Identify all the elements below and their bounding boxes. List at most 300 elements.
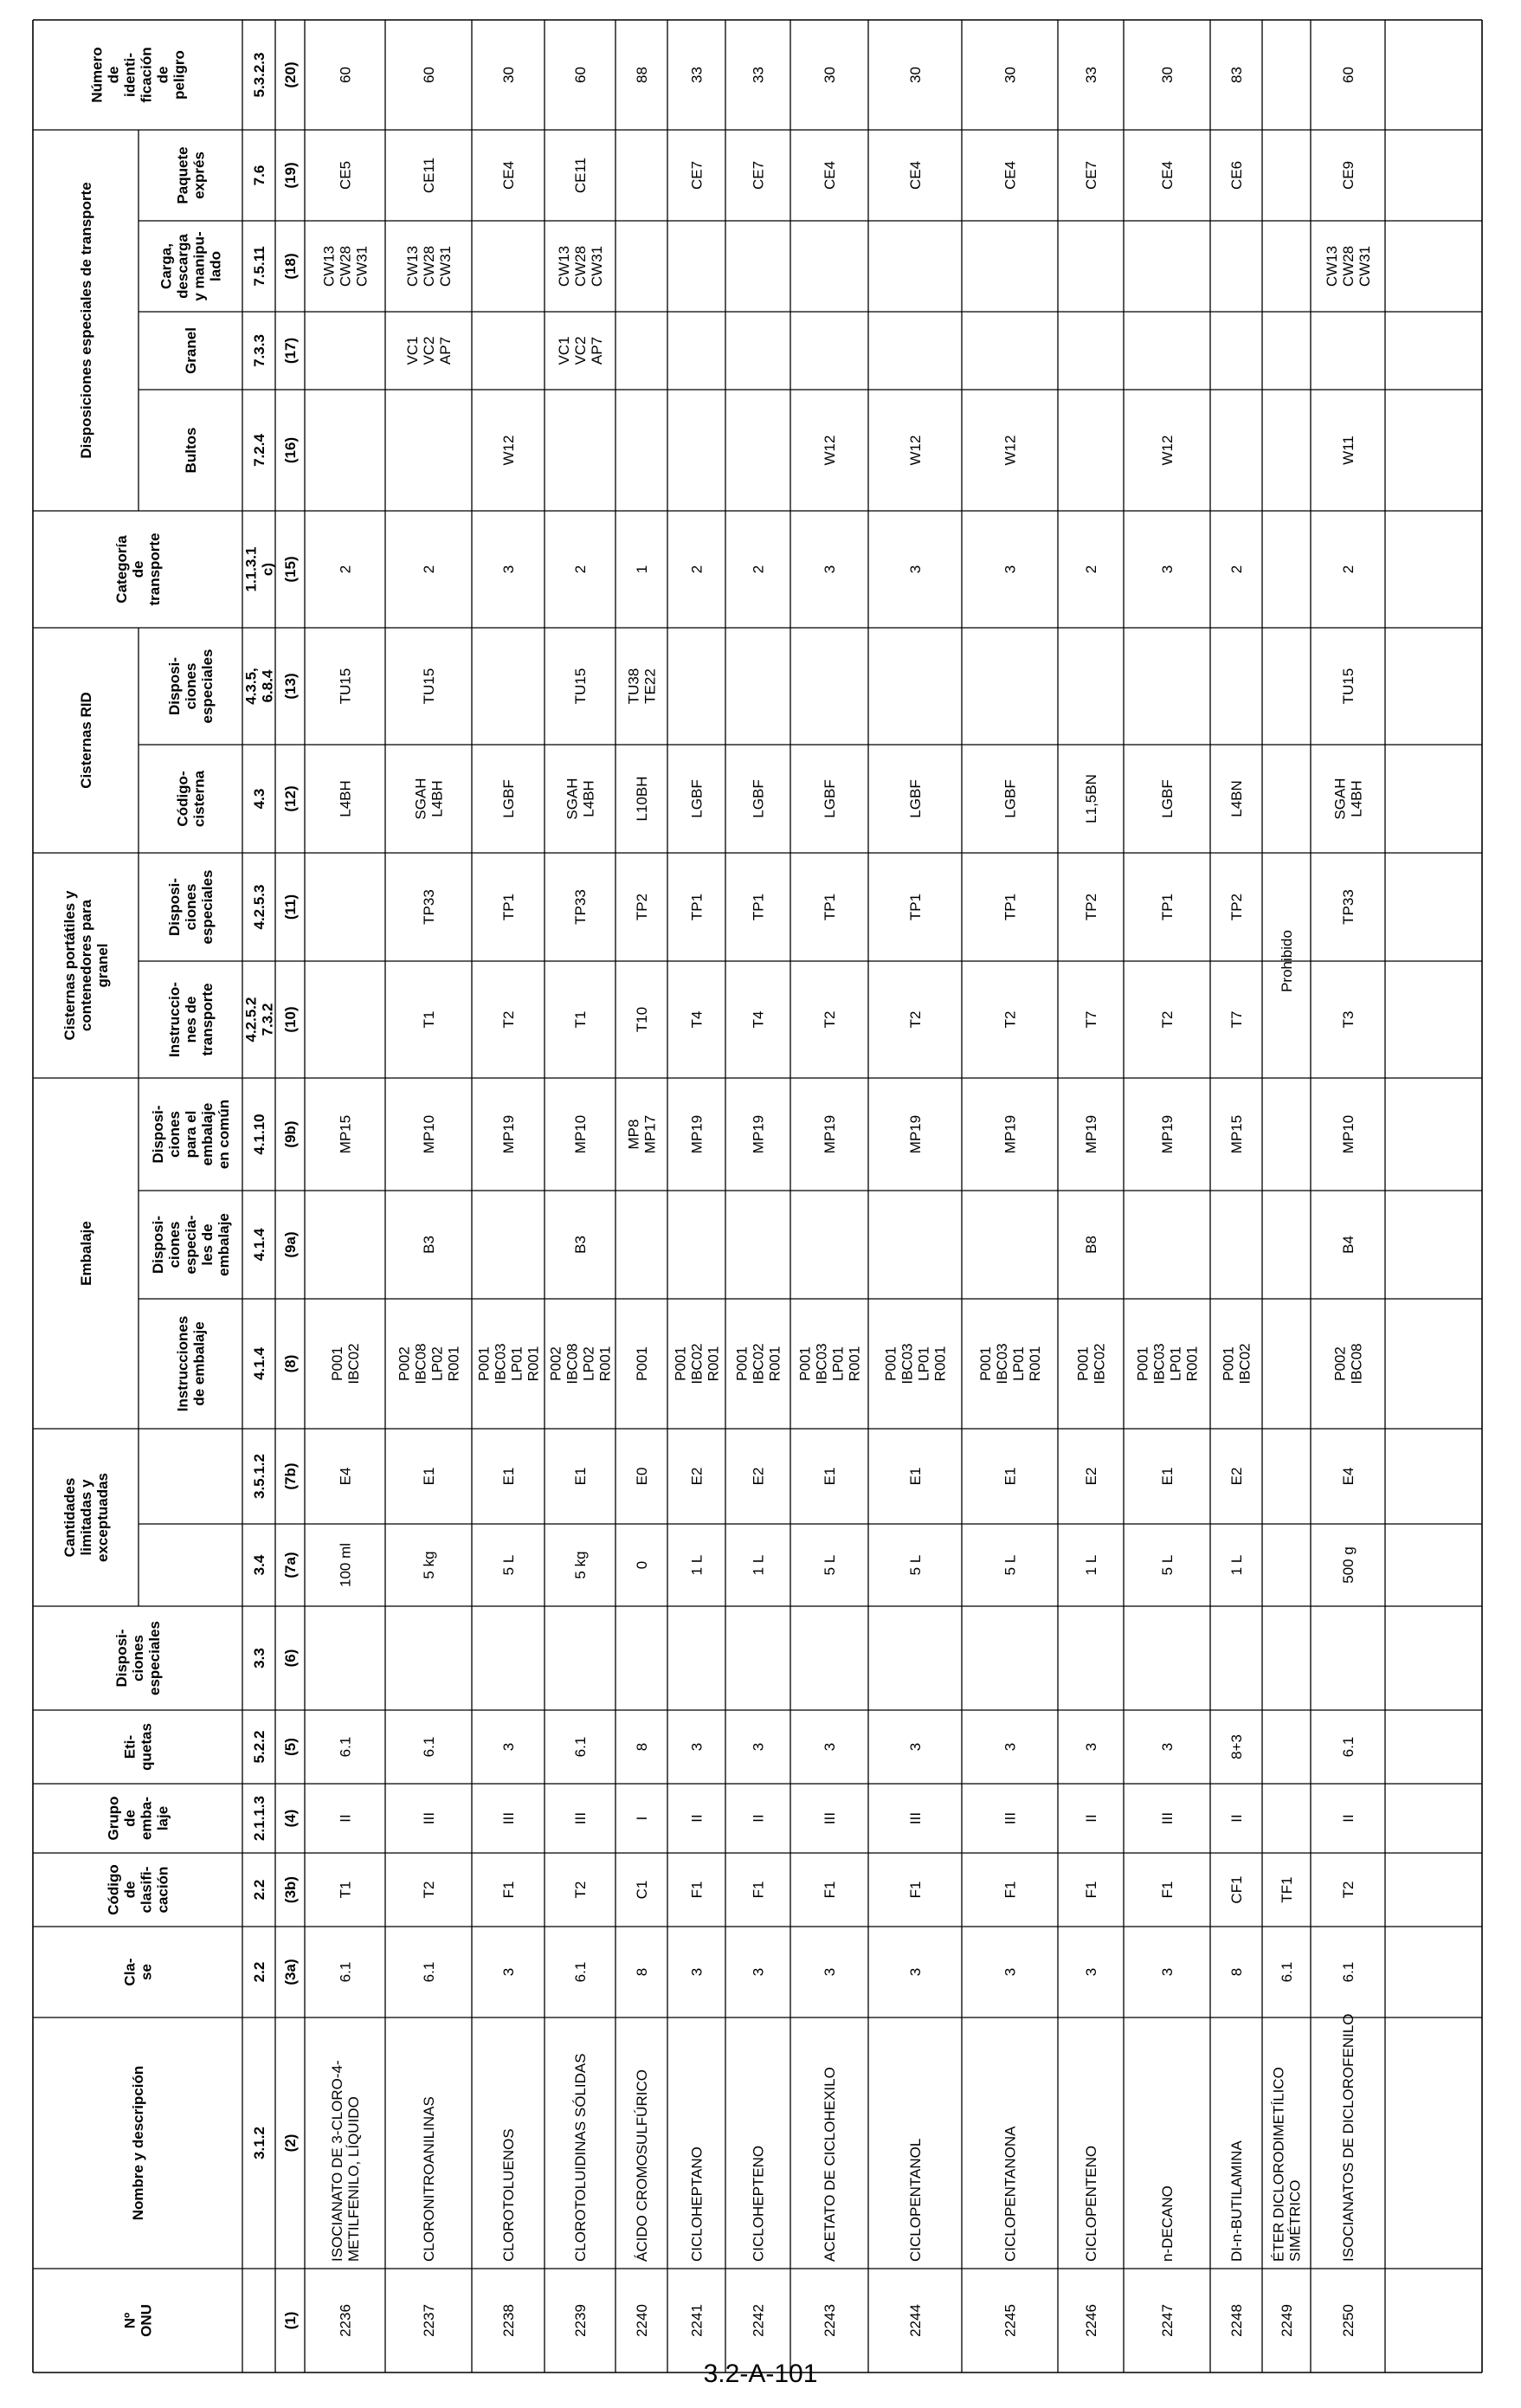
- cell-4: III: [500, 1811, 517, 1825]
- table-row: [1221, 67, 1254, 2337]
- cell-13: TP1: [688, 893, 706, 921]
- cell-9: P002IBC08: [1331, 1343, 1365, 1385]
- cell-7: 500 g: [1340, 1546, 1357, 1584]
- cell-20: CE4: [1159, 160, 1176, 190]
- cell-19: CW13CW28CW31: [556, 245, 605, 287]
- colnum-11: (9b): [282, 1120, 299, 1148]
- cell-12: T2: [1002, 1010, 1019, 1029]
- cell-5: 3: [1002, 1742, 1019, 1752]
- table-row: [548, 67, 614, 2337]
- colnum-20: (19): [282, 162, 299, 189]
- cell-2: 6.1: [1279, 1961, 1295, 1983]
- cell-7: 1 L: [1083, 1554, 1099, 1576]
- cell-2: 3: [500, 1967, 517, 1977]
- cell-2: 3: [1159, 1967, 1176, 1977]
- table-row: [977, 67, 1043, 2337]
- cell-14: SGAHL4BH: [564, 778, 597, 820]
- cell-9: P001IBC03LP01R001: [796, 1343, 863, 1385]
- cell-14: LGBF: [750, 779, 767, 818]
- cell-20: CE6: [1228, 160, 1245, 190]
- cell-3: F1: [500, 1881, 517, 1899]
- cell-18: VC1VC2AP7: [556, 336, 605, 365]
- cell-20: CE4: [907, 160, 924, 190]
- cell-2: 3: [750, 1967, 767, 1977]
- ref-21: 5.3.2.3: [251, 52, 267, 98]
- cell-19: CW13CW28CW31: [1324, 245, 1373, 287]
- ref-19: 7.5.11: [251, 246, 267, 287]
- cell-3: CF1: [1228, 1875, 1245, 1904]
- colnum-3: (3b): [282, 1875, 299, 1904]
- cell-15: TU15: [1340, 668, 1357, 705]
- header-transport_instructions: Instruccio-nes detransporte: [166, 982, 216, 1057]
- cell-8: E4: [1340, 1467, 1357, 1486]
- table-row: [396, 67, 462, 2337]
- cell-9: P002IBC08LP02R001: [396, 1343, 462, 1385]
- table-row: [1271, 1876, 1304, 2337]
- header-hazard_id: Númerodeidenti-ficacióndepeligro: [88, 47, 188, 103]
- header-packing_instructions: Instruccionesde embalaje: [174, 1315, 208, 1412]
- cell-0: 2239: [572, 2304, 589, 2337]
- cell-11: MP19: [1002, 1114, 1019, 1154]
- ref-10: 4.1.4: [251, 1228, 267, 1262]
- cell-0: 2246: [1083, 2304, 1099, 2337]
- cell-16: 1: [634, 565, 650, 574]
- cell-7: 5 L: [1002, 1554, 1019, 1576]
- cell-2: 6.1: [572, 1961, 589, 1983]
- table-row: [673, 67, 722, 2337]
- cell-16: 2: [337, 565, 354, 574]
- header-class_code: Códigodeclasifi-cación: [105, 1864, 171, 1915]
- table-row: [626, 67, 659, 2337]
- cell-5: 3: [500, 1742, 517, 1752]
- cell-8: E1: [421, 1467, 437, 1486]
- cell-0: 2247: [1159, 2304, 1176, 2337]
- colnum-18: (17): [282, 337, 299, 365]
- table-grid: [33, 20, 1482, 2372]
- cell-5: 3: [688, 1742, 706, 1752]
- cell-5: 3: [907, 1742, 924, 1752]
- cell-3: TF1: [1279, 1876, 1295, 1903]
- ref-11: 4.1.10: [251, 1114, 267, 1155]
- cell-5: 3: [1159, 1742, 1176, 1752]
- cell-13: TP33: [1340, 889, 1357, 925]
- cell-12: T4: [688, 1010, 706, 1029]
- cell-9: P001IBC02: [329, 1343, 362, 1385]
- page-number: 3.2-A-101: [703, 2360, 818, 2388]
- cell-13: TP1: [500, 893, 517, 921]
- cell-9: P002IBC08LP02R001: [547, 1343, 614, 1385]
- cell-2: 3: [822, 1967, 838, 1977]
- table-row: [883, 67, 949, 2337]
- cell-11: MP10: [572, 1114, 589, 1154]
- cell-14: L4BH: [337, 780, 354, 817]
- cell-3: T2: [421, 1881, 437, 1899]
- cell-3: F1: [750, 1881, 767, 1899]
- cell-4: I: [634, 1816, 650, 1821]
- cell-20: CE4: [500, 160, 517, 190]
- cell-2: 3: [1083, 1967, 1099, 1977]
- cell-11: MP8MP17: [625, 1114, 659, 1154]
- header-express: Paqueteexprés: [174, 146, 208, 204]
- cell-12: T1: [572, 1010, 589, 1029]
- cell-14: LGBF: [822, 779, 838, 818]
- colnum-7: (7a): [282, 1552, 299, 1578]
- cell-4: II: [1340, 1814, 1357, 1823]
- cell-4: III: [907, 1811, 924, 1825]
- cell-14: LGBF: [1002, 779, 1019, 818]
- cell-14: L10BH: [634, 776, 650, 822]
- cell-21: 30: [500, 67, 517, 83]
- cell-5: 6.1: [421, 1736, 437, 1758]
- cell-5: 3: [750, 1742, 767, 1752]
- cell-4: II: [1228, 1814, 1245, 1823]
- cell-name: CICLOPENTANONA: [1002, 2126, 1019, 2262]
- table-body: [321, 67, 1374, 2337]
- header-tank_code: Código-cisterna: [174, 770, 208, 828]
- cell-11: MP19: [750, 1114, 767, 1154]
- cell-name: CLOROTOLUIDINAS SÓLIDAS: [572, 2053, 589, 2262]
- cell-14: L4BN: [1228, 780, 1245, 817]
- cell-13: TP2: [1083, 893, 1099, 921]
- cell-4: III: [1159, 1811, 1176, 1825]
- cell-11: MP19: [1083, 1114, 1099, 1154]
- cell-16: 2: [1228, 565, 1245, 574]
- cell-12: T7: [1083, 1010, 1099, 1029]
- header-transport_category: Categoríadetransporte: [113, 533, 163, 606]
- colnum-8: (7b): [282, 1462, 299, 1490]
- cell-name: CICLOHEPTENO: [750, 2145, 767, 2262]
- cell-14: SGAHL4BH: [412, 778, 446, 820]
- cell-9: P001IBC03LP01R001: [977, 1343, 1043, 1385]
- cell-7: 5 L: [1159, 1554, 1176, 1576]
- cell-2: 3: [688, 1967, 706, 1977]
- cell-11: MP15: [1228, 1114, 1245, 1154]
- header-packages: Bultos: [183, 427, 199, 474]
- header-name: Nombre y descripción: [130, 2065, 146, 2221]
- cell-21: 33: [688, 67, 706, 83]
- cell-21: 88: [634, 67, 650, 83]
- cell-20: CE7: [750, 160, 767, 190]
- cell-21: 30: [1159, 67, 1176, 83]
- cell-5: 6.1: [1340, 1736, 1357, 1758]
- cell-20: CE5: [337, 160, 354, 190]
- ref-2: 2.2: [251, 1961, 267, 1983]
- ref-12: 4.2.5.27.3.2: [242, 997, 276, 1043]
- table-header: [61, 47, 299, 2337]
- cell-14: LGBF: [1159, 779, 1176, 818]
- cell-13: TP1: [822, 893, 838, 921]
- cell-8: E1: [572, 1467, 589, 1486]
- cell-3: F1: [1159, 1881, 1176, 1899]
- cell-2: 3: [1002, 1967, 1019, 1977]
- cell-13: TP2: [1228, 893, 1245, 921]
- cell-16: 2: [572, 565, 589, 574]
- cell-4: II: [750, 1814, 767, 1823]
- cell-9: P001: [634, 1346, 650, 1381]
- ref-13: 4.2.5.3: [251, 884, 267, 930]
- cell-3: T2: [572, 1881, 589, 1899]
- cell-21: 33: [1083, 67, 1099, 83]
- colnum-2: (3a): [282, 1959, 299, 1985]
- cell-9: P001IBC02R001: [733, 1343, 783, 1385]
- colnum-12: (10): [282, 1006, 299, 1033]
- cell-20: CE7: [1083, 160, 1099, 190]
- cell-11: MP19: [907, 1114, 924, 1154]
- cell-3: C1: [634, 1880, 650, 1900]
- cell-9: P001IBC03LP01R001: [1134, 1343, 1201, 1385]
- cell-11: MP15: [337, 1114, 354, 1154]
- cell-17: W12: [1159, 435, 1176, 466]
- cell-2: 3: [907, 1967, 924, 1977]
- cell-21: 30: [907, 67, 924, 83]
- cell-0: 2238: [500, 2304, 517, 2337]
- cell-21: 33: [750, 67, 767, 83]
- cell-0: 2240: [634, 2304, 650, 2337]
- colnum-21: (20): [282, 61, 299, 88]
- cell-16: 2: [750, 565, 767, 574]
- colnum-14: (12): [282, 785, 299, 812]
- cell-12: T3: [1340, 1010, 1357, 1029]
- cell-7: 1 L: [750, 1554, 767, 1576]
- group-header-rid_tanks: Cisternas RID: [78, 692, 94, 789]
- cell-17: W12: [822, 435, 838, 466]
- cell-7: 1 L: [1228, 1554, 1245, 1576]
- cell-18: VC1VC2AP7: [404, 336, 454, 365]
- cell-14: SGAHL4BH: [1331, 778, 1365, 820]
- cell-2: 6.1: [337, 1961, 354, 1983]
- cell-15: TU15: [572, 668, 589, 705]
- cell-0: 2242: [750, 2304, 767, 2337]
- cell-11: MP10: [421, 1114, 437, 1154]
- header-special_provisions: Disposi-cionesespeciales: [113, 1620, 163, 1696]
- cell-name: CICLOHEPTANO: [688, 2147, 706, 2262]
- cell-20: CE7: [688, 160, 706, 190]
- colnum-1: (2): [282, 2134, 299, 2153]
- table-row: [321, 67, 371, 2337]
- cell-13: TP1: [907, 893, 924, 921]
- cell-12: T2: [907, 1010, 924, 1029]
- cell-11: MP10: [1340, 1114, 1357, 1154]
- cell-10: B3: [572, 1236, 589, 1254]
- cell-13: TP33: [421, 889, 437, 925]
- table-row: [476, 67, 542, 2337]
- header-mixed_packing: Disposi-cionespara elembalajeen común: [150, 1099, 232, 1170]
- cell-4: II: [337, 1814, 354, 1823]
- cell-12: T7: [1228, 1010, 1245, 1029]
- cell-13: TP2: [634, 893, 650, 921]
- group-header-limited_qty: Cantidadeslimitadas yexceptuadas: [61, 1473, 111, 1562]
- cell-3: F1: [822, 1881, 838, 1899]
- colnum-10: (9a): [282, 1231, 299, 1258]
- cell-9: P001IBC02: [1074, 1343, 1108, 1385]
- table-row: [1324, 67, 1373, 2337]
- colnum-5: (5): [282, 1738, 299, 1756]
- colnum-19: (18): [282, 253, 299, 280]
- header-class: Cla-se: [121, 1958, 155, 1986]
- cell-3: F1: [1002, 1881, 1019, 1899]
- cell-0: 2250: [1340, 2304, 1357, 2337]
- cell-2: 8: [1228, 1967, 1245, 1977]
- cell-17: W12: [907, 435, 924, 466]
- colnum-13: (11): [282, 894, 299, 920]
- ref-6: 3.3: [251, 1648, 267, 1669]
- group-header-packaging: Embalaje: [78, 1221, 94, 1286]
- table-row: [734, 67, 783, 2337]
- cell-16: 2: [1083, 565, 1099, 574]
- cell-2: 8: [634, 1967, 650, 1977]
- cell-3: F1: [1083, 1881, 1099, 1899]
- ref-4: 2.1.1.3: [251, 1796, 267, 1841]
- cell-21: 60: [421, 67, 437, 83]
- cell-17: W12: [1002, 435, 1019, 466]
- cell-name: DI-n-BUTILAMINA: [1228, 2140, 1245, 2262]
- cell-4: III: [1002, 1811, 1019, 1825]
- cell-19: CW13CW28CW31: [320, 245, 371, 287]
- cell-21: 60: [572, 67, 589, 83]
- header-tank_special_provisions: Disposi-cionesespeciales: [166, 869, 216, 945]
- cell-15: TU38TE22: [625, 668, 659, 705]
- cell-name: ACETATO DE CICLOHEXILO: [822, 2067, 838, 2262]
- cell-0: 2241: [688, 2304, 706, 2337]
- cell-13: TP33: [572, 889, 589, 925]
- cell-0: 2243: [822, 2304, 838, 2337]
- cell-3: F1: [688, 1881, 706, 1899]
- ref-9: 4.1.4: [251, 1347, 267, 1380]
- cell-0: 2244: [907, 2304, 924, 2337]
- cell-0: 2236: [337, 2304, 354, 2337]
- table-row: [1075, 67, 1108, 2337]
- cell-8: E1: [907, 1467, 924, 1486]
- cell-20: CE11: [421, 157, 437, 194]
- cell-21: 60: [337, 67, 354, 83]
- ref-16: 1.1.3.1c): [242, 546, 276, 592]
- cell-12: T1: [421, 1010, 437, 1029]
- cell-8: E2: [750, 1467, 767, 1486]
- cell-12: T2: [822, 1010, 838, 1029]
- cell-4: II: [1083, 1814, 1099, 1823]
- cell-7: 5 L: [907, 1554, 924, 1576]
- cell-9: P001IBC03LP01R001: [475, 1343, 542, 1385]
- cell-13: TP1: [1002, 893, 1019, 921]
- cell-20: CE4: [822, 160, 838, 190]
- cell-5: 8+3: [1228, 1734, 1245, 1759]
- cell-8: E2: [1228, 1467, 1245, 1486]
- cell-3: T1: [337, 1881, 354, 1899]
- cell-8: E1: [1002, 1467, 1019, 1486]
- cell-name: CICLOPENTANOL: [907, 2138, 924, 2262]
- colnum-9: (8): [282, 1354, 299, 1373]
- colnum-4: (4): [282, 1809, 299, 1828]
- cell-16: 3: [1159, 565, 1176, 574]
- cell-16: 2: [688, 565, 706, 574]
- cell-12: T10: [634, 1006, 650, 1033]
- ref-15: 4.3.5,6.8.4: [242, 668, 276, 705]
- cell-7: 100 ml: [337, 1542, 354, 1588]
- cell-10: B4: [1340, 1236, 1357, 1254]
- cell-0: 2248: [1228, 2304, 1245, 2337]
- ref-18: 7.3.3: [251, 334, 267, 367]
- header-un_no: NºONU: [121, 2304, 155, 2337]
- cell-7: 5 L: [500, 1554, 517, 1576]
- cell-15: TU15: [421, 668, 437, 705]
- table-row: [797, 67, 863, 2337]
- cell-10: B8: [1083, 1236, 1099, 1254]
- cell-3: T2: [1340, 1881, 1357, 1899]
- header-loading: Carga,descargay manipu-lado: [158, 231, 224, 301]
- cell-0: 2249: [1279, 2304, 1295, 2337]
- ref-7: 3.4: [251, 1554, 267, 1576]
- cell-7: 5 kg: [421, 1551, 437, 1579]
- cell-14: LGBF: [907, 779, 924, 818]
- cell-8: E2: [688, 1467, 706, 1486]
- cell-20: CE4: [1002, 160, 1019, 190]
- header-special_packing: Disposi-cionesespecia-les deembalaje: [150, 1213, 232, 1276]
- cell-16: 3: [822, 565, 838, 574]
- cell-4: III: [421, 1811, 437, 1825]
- cell-20: CE11: [572, 157, 589, 194]
- cell-4: III: [572, 1811, 589, 1825]
- cell-21: 30: [822, 67, 838, 83]
- cell-5: 8: [634, 1742, 650, 1752]
- cell-name: CICLOPENTENO: [1083, 2145, 1099, 2262]
- ref-5: 5.2.2: [251, 1730, 267, 1764]
- cell-15: TU15: [337, 668, 354, 705]
- colnum-16: (15): [282, 556, 299, 583]
- colnum-0: (1): [282, 2311, 299, 2330]
- cell-17: W11: [1340, 436, 1357, 465]
- cell-20: CE9: [1340, 160, 1357, 190]
- cell-5: 3: [822, 1742, 838, 1752]
- ref-20: 7.6: [251, 165, 267, 186]
- colnum-6: (6): [282, 1649, 299, 1668]
- cell-16: 2: [421, 565, 437, 574]
- cell-7: 0: [634, 1560, 650, 1570]
- header-bulk: Granel: [183, 327, 199, 374]
- cell-2: 6.1: [421, 1961, 437, 1983]
- cell-0: 2237: [421, 2304, 437, 2337]
- cell-4: III: [822, 1811, 838, 1825]
- cell-7: 1 L: [688, 1554, 706, 1576]
- cell-16: 3: [907, 565, 924, 574]
- cell-9: P001IBC03LP01R001: [882, 1343, 949, 1385]
- cell-16: 3: [1002, 565, 1019, 574]
- cell-11: MP19: [1159, 1114, 1176, 1154]
- cell-11: MP19: [500, 1114, 517, 1154]
- ref-3: 2.2: [251, 1879, 267, 1901]
- ref-17: 7.2.4: [251, 434, 267, 467]
- cell-19: CW13CW28CW31: [404, 245, 454, 287]
- cell-21: 30: [1002, 67, 1019, 83]
- cell-name: n-DECANO: [1159, 2185, 1176, 2262]
- cell-7: 5 kg: [572, 1551, 589, 1579]
- header-rid_special_provisions: Disposi-cionesespeciales: [166, 649, 216, 724]
- cell-13: TP1: [1159, 893, 1176, 921]
- cell-12: T4: [750, 1010, 767, 1029]
- cell-name: ÁCIDO CROMOSULFÚRICO: [634, 2069, 650, 2262]
- cell-5: 6.1: [572, 1736, 589, 1758]
- cell-5: 3: [1083, 1742, 1099, 1752]
- group-header-portable_tanks: Cisternas portátiles ycontenedores paragranel: [61, 890, 111, 1041]
- cell-8: E0: [634, 1467, 650, 1486]
- cell-8: E2: [1083, 1467, 1099, 1486]
- cell-name: CLORONITROANILINAS: [421, 2096, 437, 2262]
- cell-11: MP19: [688, 1114, 706, 1154]
- cell-17: W12: [500, 435, 517, 466]
- cell-21: 83: [1228, 67, 1245, 83]
- cell-4: II: [688, 1814, 706, 1823]
- cell-name: CLOROTOLUENOS: [500, 2128, 517, 2262]
- cell-name: ISOCIANATOS DE DICLOROFENILO: [1340, 2013, 1357, 2262]
